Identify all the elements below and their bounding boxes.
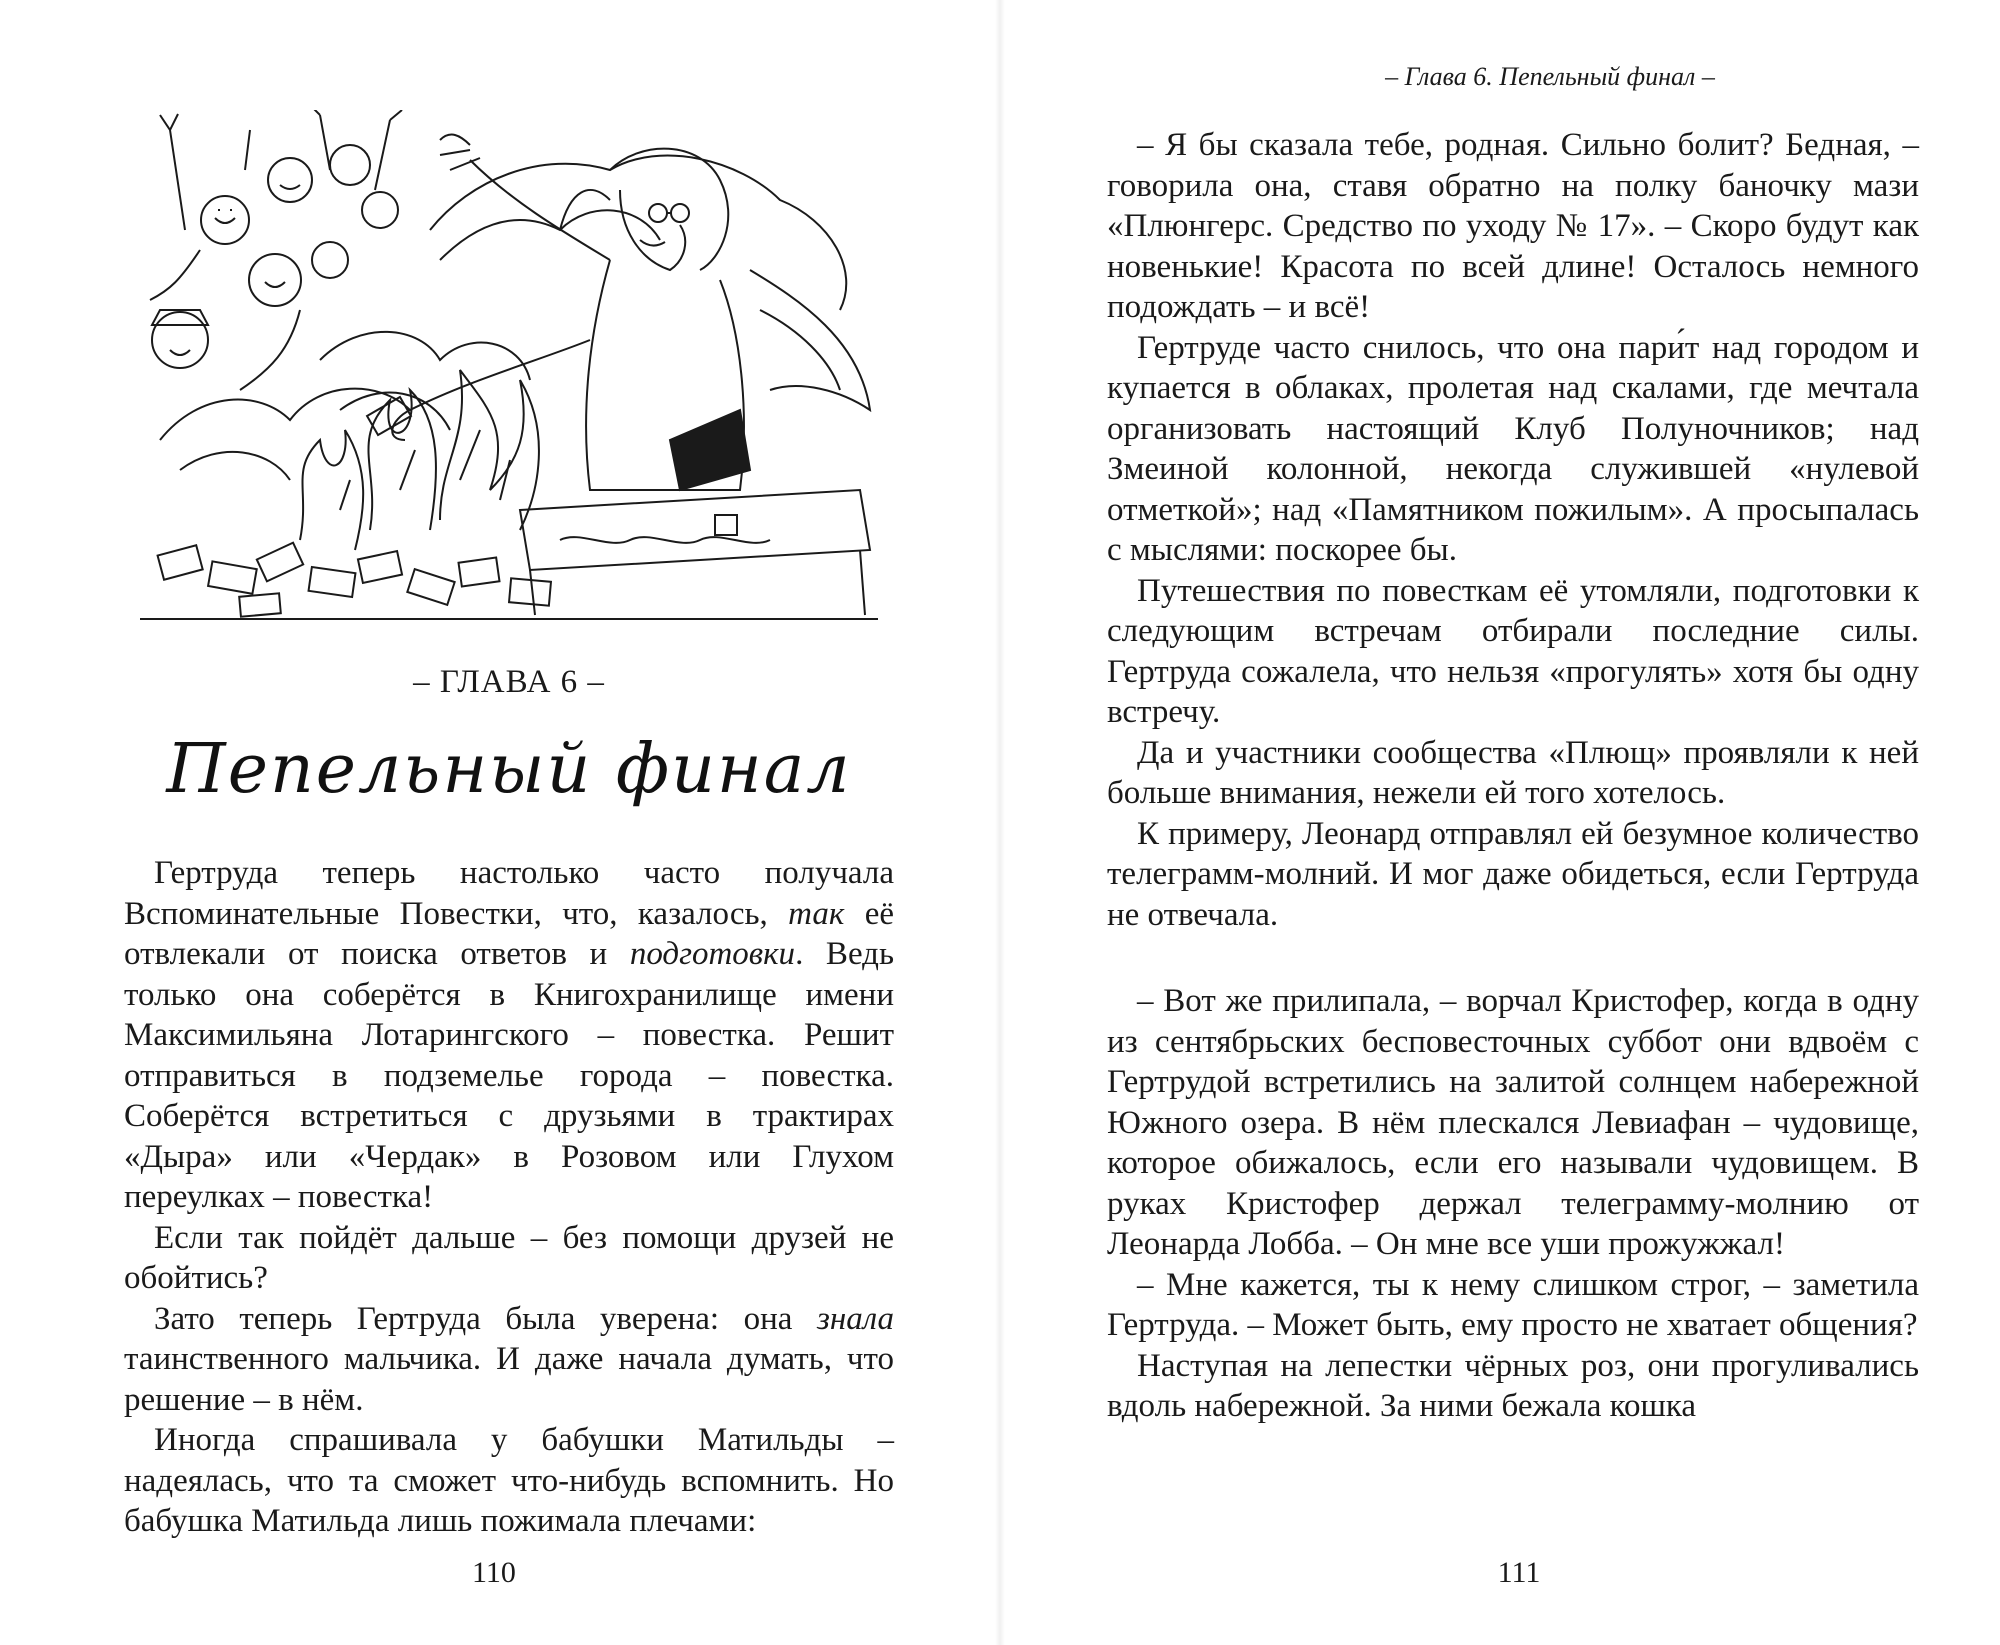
page-number: 111 <box>1497 1556 1541 1589</box>
paragraph: Путешествия по повесткам её утомляли, подготовки к следующим встречам отбирали последние силы. Гертруда сожалела, что нельзя «прогулять» хотя бы одну встречу. <box>1107 572 1919 730</box>
paragraph: Гертруде часто снилось, что она пари́т над городом и купается в облаках, пролетая над скалами, где мечтала организовать настоящий Клуб Полуночников; над Змеиной колонной, некогда служившей «нулевой отметкой»; над «Памятником пожилым». А просыпалась с мыслями: поскорее бы. <box>1107 329 1919 568</box>
chapter-label: – ГЛАВА 6 – <box>413 664 605 700</box>
chapter-title: Пепельный финал <box>166 730 852 809</box>
paragraph: Да и участники сообщества «Плющ» проявляли к ней больше внимания, нежели ей того хотелось. <box>1107 734 1919 811</box>
left-page-text <box>124 853 894 1542</box>
paragraph: – Вот же прилипала, – ворчал Кристофер, когда в одну из сентябрьских бесповесточных суббот они вдвоём с Гертрудой встретились на залитой солнцем набережной Южного озера. В нём плескался Левиафан – чудовище, которое обижалось, если его называли чудовищем. В руках Кристофер держал телеграмму-молнию от Леонарда Лобба. – Он мне все уши прожужжал! <box>1107 983 1919 1262</box>
section-break <box>1107 935 1919 981</box>
woman-figure-icon <box>392 135 870 490</box>
right-page <box>1000 0 2000 1645</box>
paragraph: Зато теперь Гертруда была уверена: она знала таинственного мальчика. И даже начала думать, что решение – в нём. <box>124 1300 894 1418</box>
paragraph: – Мне кажется, ты к нему слишком строг, – заметила Гертруда. – Может быть, ему просто не хватает общения? <box>1107 1266 1919 1343</box>
paragraph: К примеру, Леонард отправлял ей безумное количество телеграмм-молний. И мог даже обидеться, если Гертруда не отвечала. <box>1107 815 1919 933</box>
paragraph: Иногда спрашивала у бабушки Матильды – надеялась, что та сможет что-нибудь вспомнить. Но бабушка Матильда лишь пожимала плечами: <box>124 1422 894 1539</box>
right-page-text <box>1107 125 1919 1427</box>
fire-flames-icon <box>300 370 539 550</box>
podium-icon <box>520 490 870 615</box>
crowd-with-torches-icon <box>150 110 402 390</box>
paragraph: Если так пойдёт дальше – без помощи друзей не обойтись? <box>124 1219 894 1296</box>
paragraph: – Я бы сказала тебе, родная. Сильно болит? Бедная, – говорила она, ставя обратно на полку баночку мази «Плюнгерс. Средство по уходу № 17». – Скоро будут как новенькие! Красота по всей длине! Осталось немного подождать – и всё! <box>1107 127 1919 325</box>
chapter-illustration <box>140 110 878 620</box>
page-number: 110 <box>472 1556 516 1589</box>
paragraph: Наступая на лепестки чёрных роз, они прогуливались вдоль набережной. За ними бежала кошка <box>1107 1347 1919 1424</box>
running-head: – Глава 6. Пепельный финал – <box>1385 62 1715 91</box>
book-pile-icon <box>158 397 551 617</box>
paragraph: Гертруда теперь настолько часто получала Вспоминательные Повестки, что, казалось, так её отвлекали от поиска ответов и подготовки. Ведь только она соберётся в Книгохранилище имени Максимильяна Лотарингского – повестка. Решит отправиться в подземелье города – повестка. Соберётся встретиться с друзьями в трактирах «Дыра» или «Чердак» в Розовом или Глухом переулках – повестка! <box>124 855 894 1215</box>
